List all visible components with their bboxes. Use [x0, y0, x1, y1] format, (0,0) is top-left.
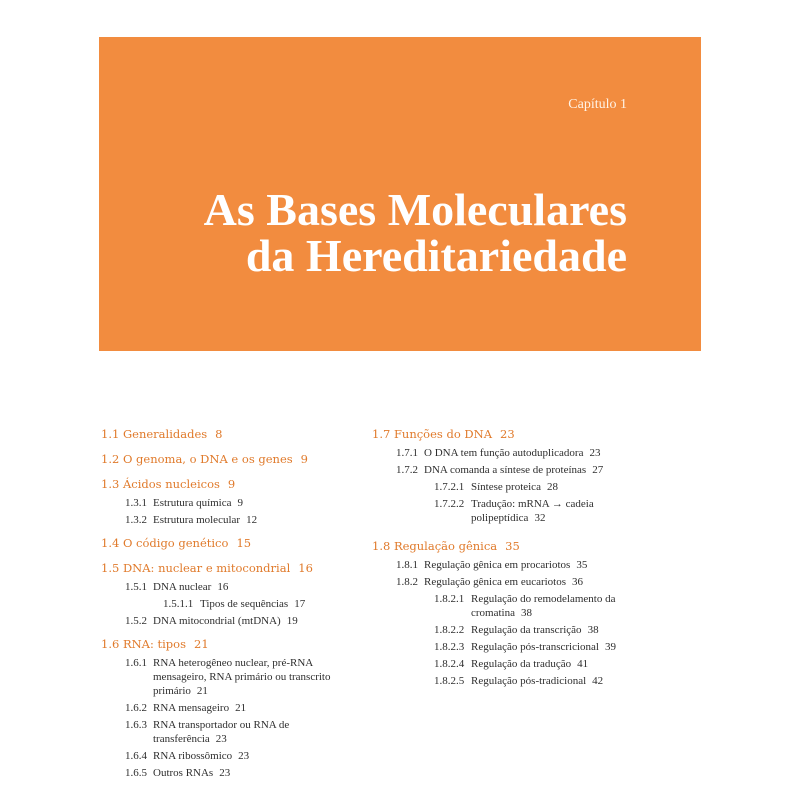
page-number: 41: [577, 658, 589, 670]
page-number: 38: [520, 607, 532, 619]
toc-subsection-1-6-2[interactable]: 1.6.2 RNA mensageiro 21: [125, 702, 247, 714]
toc-subsection-1-5-2[interactable]: 1.5.2 DNA mitocondrial (mtDNA) 19: [125, 615, 298, 627]
chapter-title: [203, 184, 627, 281]
page-number: 32: [534, 512, 546, 524]
page-number: 38: [587, 624, 599, 636]
toc-subsection-1-8-2-1[interactable]: 1.8.2.1 Regulação do remodelamento da cromatina 38: [434, 593, 616, 619]
page-number: 39: [604, 641, 616, 653]
toc-subsection-1-8-2-4[interactable]: 1.8.2.4 Regulação da tradução 41: [434, 658, 589, 670]
toc-subsection-1-5-1-1[interactable]: 1.5.1.1 Tipos de sequências 17: [163, 598, 306, 610]
toc-subsection-1-5-1[interactable]: 1.5.1 DNA nuclear 16: [125, 581, 229, 593]
page-number: 8: [215, 427, 223, 441]
toc-subsection-1-8-2[interactable]: 1.8.2 Regulação gênica em eucariotos 36: [396, 576, 584, 588]
page-number: 42: [592, 675, 604, 687]
toc-section-1-8[interactable]: 1.8 Regulação gênica 35: [372, 539, 520, 553]
toc-section-1-7[interactable]: 1.7 Funções do DNA 23: [372, 427, 515, 441]
toc-subsection-1-7-1[interactable]: 1.7.1 O DNA tem função autoduplicadora 23: [396, 447, 601, 459]
toc-subsection-1-3-1[interactable]: 1.3.1 Estrutura química 9: [125, 497, 244, 509]
page-number: 9: [227, 477, 236, 491]
page-number: 27: [592, 464, 604, 476]
toc-subsection-1-8-1[interactable]: 1.8.1 Regulação gênica em procariotos 35: [396, 559, 588, 571]
toc-section-1-5[interactable]: 1.5 DNA: nuclear e mitocondrial 16: [101, 561, 313, 575]
page-number: 23: [219, 767, 231, 779]
page-number: 23: [215, 733, 227, 745]
page-number: 12: [246, 514, 258, 526]
toc-section-1-6[interactable]: 1.6 RNA: tipos 21: [101, 637, 209, 651]
page-number: 21: [194, 637, 209, 651]
page-number: 9: [300, 452, 308, 466]
toc-subsection-1-6-3[interactable]: 1.6.3 RNA transportador ou RNA de transferência 23: [125, 719, 290, 745]
toc-subsection-1-8-2-2[interactable]: 1.8.2.2 Regulação da transcrição 38: [434, 624, 599, 636]
page-number: 21: [196, 685, 208, 697]
toc-subsection-1-7-2-1[interactable]: 1.7.2.1 Síntese proteica 28: [434, 481, 558, 493]
toc-subsection-1-6-4[interactable]: 1.6.4 RNA ribossômico 23: [125, 750, 250, 762]
page-number: 9: [237, 497, 244, 509]
page-number: 16: [298, 561, 313, 575]
toc-section-1-2[interactable]: 1.2 O genoma, o DNA e os genes 9: [101, 452, 308, 466]
page-number: 23: [589, 447, 601, 459]
page-number: 35: [576, 559, 588, 571]
page-number: 23: [238, 750, 250, 762]
toc-subsection-1-7-2-2[interactable]: 1.7.2.2 Tradução: mRNA → cadeia polipeptídica 32: [434, 498, 594, 524]
toc-left-column: [101, 425, 356, 780]
title-line-1: As Bases Moleculares: [203, 184, 627, 235]
toc-subsection-1-6-1[interactable]: 1.6.1 RNA heterogêneo nuclear, pré-RNA mensageiro, RNA primário ou transcrito primário 21: [125, 657, 331, 697]
toc-section-1-1[interactable]: 1.1 Generalidades 8: [101, 427, 223, 441]
title-line-2: da Hereditariedade: [245, 230, 627, 281]
toc-subsection-1-8-2-5[interactable]: 1.8.2.5 Regulação pós-tradicional 42: [434, 675, 604, 687]
toc-section-1-3[interactable]: 1.3 Ácidos nucleicos 9: [101, 477, 236, 491]
page-number: 16: [217, 581, 229, 593]
page-number: 15: [236, 536, 252, 550]
toc-subsection-1-6-5[interactable]: 1.6.5 Outros RNAs 23: [125, 767, 231, 779]
toc-section-1-4[interactable]: 1.4 O código genético 15: [101, 536, 252, 550]
page-number: 35: [505, 539, 520, 553]
toc-right-column: [372, 425, 672, 688]
page-number: 21: [235, 702, 247, 714]
toc-subsection-1-7-2[interactable]: 1.7.2 DNA comanda a síntese de proteínas 27: [396, 464, 604, 476]
page-number: 17: [294, 598, 306, 610]
page-number: 19: [286, 615, 298, 627]
page-number: 23: [500, 427, 515, 441]
page-number: 36: [572, 576, 584, 588]
chapter-label: Capítulo 1: [568, 97, 627, 112]
toc-subsection-1-8-2-3[interactable]: 1.8.2.3 Regulação pós-transcricional 39: [434, 641, 616, 653]
toc-subsection-1-3-2[interactable]: 1.3.2 Estrutura molecular 12: [125, 514, 258, 526]
chapter-banner: [99, 37, 701, 351]
page-number: 28: [546, 481, 558, 493]
